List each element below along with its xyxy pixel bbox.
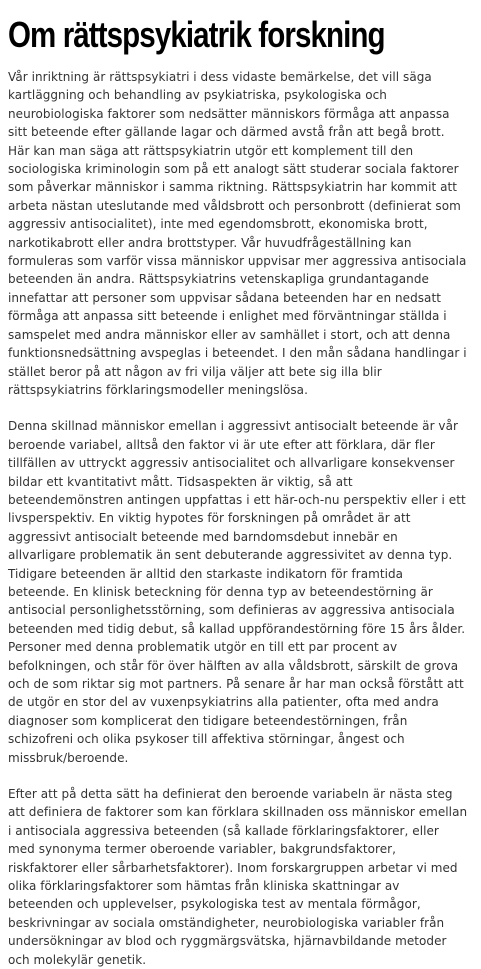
article [8, 0, 468, 969]
paragraph-2: Denna skillnad människor emellan i aggressivt antisocialt beteende är vår beroende variabel, alltså den faktor vi är ute efter att förklara, där fler tillfällen av uttryckt aggressiv antisocialitet och allvarligare konsekvenser bildar ett kvantitativt mått. Tidsaspekten är viktig, så att beteendemönstren antingen uppfattas i ett här-och-nu perspektiv eller i ett livsperspektiv. En viktig hypotes för forskningen på området är att aggressivt antisocialt beteende med barndomsdebut innebär en allvarligare problematik än sent debuterande aggressivitet av denna typ. Tidigare beteenden är alltid den starkaste indikatorn för framtida beteende. En klinisk beteckning för denna typ av beteendestörning är antisocial personlighetsstörning, som definieras av aggressiva antisociala beteenden med tidig debut, så kallad uppförandestörning före 15 års ålder. Personer med denna problematik utgör en till ett par procent av befolkningen, och står för över hälften av alla våldsbrott, särskilt de grova och de som riktar sig mot partners. På senare år har man också förstått att de utgör en stor del av vuxenpsykiatrins alla patienter, ofta med andra diagnoser som komplicerat den tidigare beteendestörningen, från schizofreni och olika psykoser till affektiva störningar, ångest och missbruk/beroende. [8, 419, 466, 765]
paragraph-3: Efter att på detta sätt ha definierat den beroende variabeln är nästa steg att definiera de faktorer som kan förklara skillnaden oss människor emellan i antisociala aggressiva beteenden (så kallade förklaringsfaktorer, eller med synonyma termer oberoende variabler, bakgrundsfaktorer, riskfaktorer eller sårbarhetsfaktorer). Inom forskargruppen arbetar vi med olika förklaringsfaktorer som hämtas från kliniska skattningar av beteenden och upplevelser, psykologiska test av mentala förmågor, beskrivningar av sociala omständigheter, neurobiologiska variabler från undersökningar av blod och ryggmärgsvätska, hjärnavbildande metoder och molekylär genetik. [8, 787, 468, 967]
paragraph-1: Vår inriktning är rättspsykiatri i dess vidaste bemärkelse, det vill säga kartläggning och behandling av psykiatriska, psykologiska och neurobiologiska faktorer som nedsätter människors förmåga att anpassa sitt beteende efter gällande lagar och därmed avstå från att begå brott. Här kan man säga att rättspsykiatrin utgör ett komplement till den sociologiska kriminologin som på ett analogt sätt studerar sociala faktorer som påverkar människor i samma riktning. Rättspsykiatrin har kommit att arbeta nästan uteslutande med våldsbrott och personbrott (definierat som aggressiv antisocialitet), inte med egendomsbrott, ekonomiska brott, narkotikabrott eller andra brottstyper. Vår huvudfrågeställning kan formuleras som varför vissa människor uppvisar mer aggressiva antisociala beteenden än andra. Rättspsykiatrins vetenskapliga grundantagande innefattar att personer som uppvisar sådana beteenden har en nedsatt förmåga att anpassa sitt beteende i enlighet med förväntningar ställda i samspelet med andra människor eller av samhället i stort, och att denna funktionsnedsättning avspeglas i beteendet. I den mån sådana handlingar i stället beror på att någon av fri vilja väljer att bete sig illa blir rättspsykiatrins förklaringsmodeller meningslösa. [8, 70, 467, 397]
page-title: Om rättspsykiatrik forskning [8, 14, 385, 55]
